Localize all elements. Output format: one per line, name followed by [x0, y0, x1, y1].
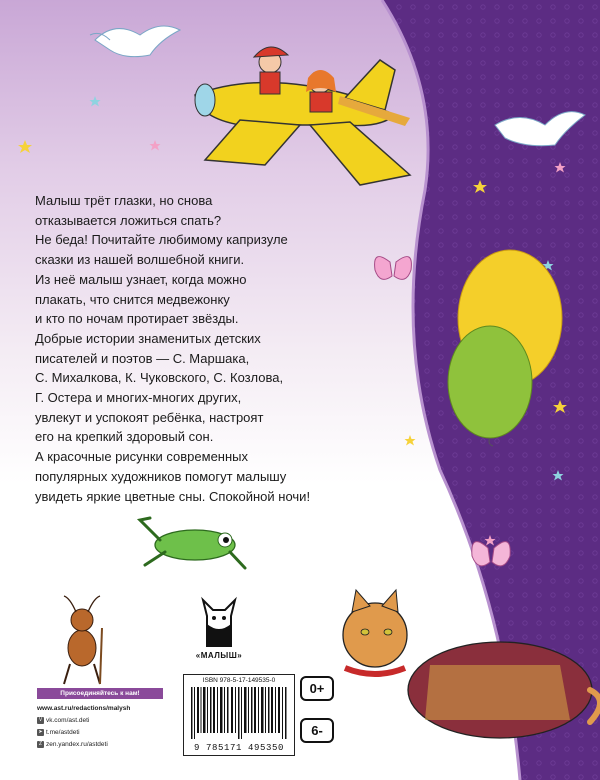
zen-icon: Z: [38, 740, 43, 747]
social-links: [37, 688, 163, 749]
description-line: и кто по ночам протирает звёзды.: [35, 311, 239, 327]
star-icon: [485, 535, 496, 546]
balloon-green: [448, 326, 532, 446]
star-icon: [553, 470, 564, 481]
star-icon: [553, 400, 567, 413]
description-line: увлекут и успокоят ребёнка, настроят: [35, 409, 264, 425]
description-line: Из неё малыш узнает, когда можно: [35, 271, 247, 287]
star-icon: [555, 162, 566, 173]
butterfly-icon: [472, 542, 510, 566]
description-line: писателей и поэтов — С. Маршака,: [35, 350, 250, 366]
star-icon: [90, 96, 101, 107]
cat-logo-icon: [199, 594, 239, 648]
barcode-number: 9 785171 495350: [193, 743, 284, 753]
airplane-illustration: [195, 47, 410, 185]
vk-link[interactable]: V vk.com/ast.deti: [38, 716, 90, 724]
description-line: отказывается ложиться спать?: [35, 212, 222, 228]
star-icon: [473, 180, 487, 193]
description-line: Добрые истории знаменитых детских: [35, 330, 261, 346]
book-description: [35, 191, 365, 506]
age-badge: 6-: [300, 718, 334, 743]
isbn-label: ISBN 978-5-17-149535-0: [202, 677, 276, 684]
telegram-icon: ➤: [38, 728, 43, 735]
description-line: Не беда! Почитайте любимому капризуле: [35, 232, 288, 248]
telegram-link[interactable]: ➤ t.me/astdeti: [38, 728, 80, 736]
description-line: плакать, что снится медвежонку: [35, 291, 230, 307]
description-line: его на крепкий здоровый сон.: [35, 429, 214, 445]
vk-icon: V: [38, 716, 43, 723]
butterfly-icon: [375, 257, 412, 280]
frog-illustration: [140, 518, 245, 568]
bird-icon: [495, 112, 585, 146]
star-icon: [18, 140, 32, 153]
description-line: А красочные рисунки современных: [35, 449, 249, 465]
star-icon: [405, 435, 416, 446]
publisher-name: «МАЛЫШ»: [195, 651, 243, 660]
description-line: Г. Остера и многих-многих других,: [35, 390, 242, 406]
star-icon: [150, 140, 161, 151]
cat-illustration: [343, 590, 600, 738]
social-header: Присоединяйтесь к нам!: [37, 688, 163, 699]
age-rating-badge: 0+: [300, 676, 334, 701]
description-line: сказки из нашей волшебной книги.: [35, 252, 245, 268]
zen-link[interactable]: Z zen.yandex.ru/astdeti: [38, 740, 108, 748]
website-link[interactable]: www.ast.ru/redactions/malysh: [37, 705, 131, 712]
isbn-barcode: [183, 674, 295, 756]
publisher-logo: [186, 594, 252, 660]
description-line: С. Михалкова, К. Чуковского, С. Козлова,: [35, 370, 284, 386]
ant-illustration: [64, 596, 102, 684]
description-line: увидеть яркие цветные сны. Спокойной ночи!: [35, 488, 311, 504]
barcode-bars: [191, 687, 287, 739]
description-line: популярных художников помогут малышу: [35, 468, 287, 484]
description-line: Малыш трёт глазки, но снова: [35, 193, 213, 208]
bird-icon: [90, 26, 180, 57]
